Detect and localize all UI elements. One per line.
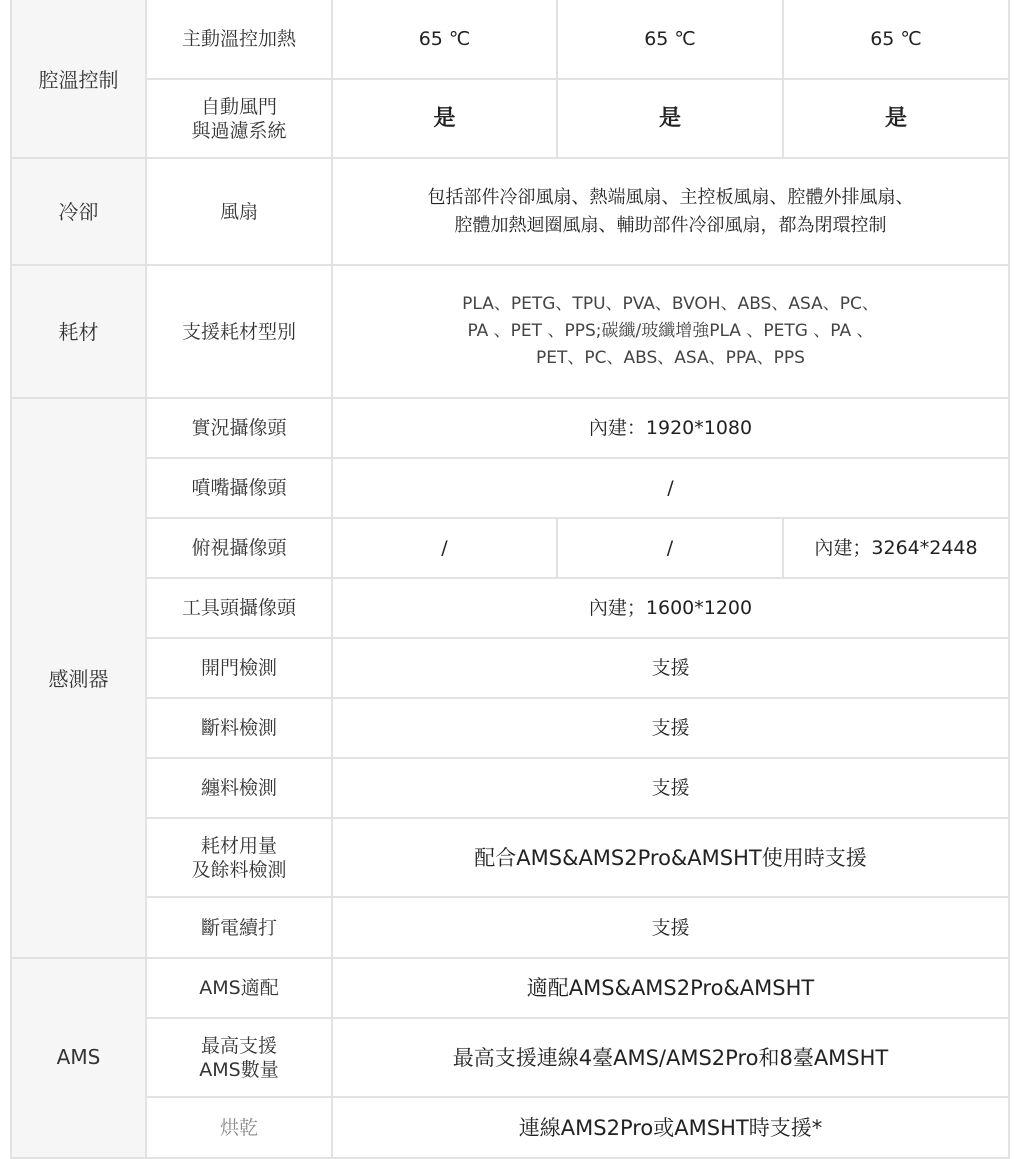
value-tangle-detect: 支援 <box>333 759 1008 817</box>
value-toolhead-camera: 內建；1600*1200 <box>333 579 1008 637</box>
grid-line <box>556 519 558 577</box>
grid-line <box>145 896 1010 898</box>
grid-line <box>10 0 12 1159</box>
value-heating-col2: 65 ℃ <box>558 0 782 78</box>
value-heating-col3: 65 ℃ <box>784 0 1008 78</box>
feature-drying: 烘乾 <box>147 1098 331 1157</box>
grid-line <box>145 1017 1010 1019</box>
grid-line <box>145 457 1010 459</box>
value-air-vent-col2: 是 <box>558 80 782 157</box>
feature-filament-types: 支援耗材型別 <box>147 266 331 397</box>
feature-nozzle-camera: 噴嘴攝像頭 <box>147 459 331 517</box>
grid-line <box>145 1096 1010 1098</box>
value-power-recovery: 支援 <box>333 898 1008 957</box>
value-runout-detect: 支援 <box>333 699 1008 757</box>
value-air-vent-col3: 是 <box>784 80 1008 157</box>
value-fans: 包括部件冷卻風扇、熱端風扇、主控板風扇、腔體外排風扇、 腔體加熱迴圈風扇、輔助部件冷卻風扇，都為閉環控制 <box>333 159 1008 264</box>
value-door-detect: 支援 <box>333 639 1008 697</box>
feature-door-detect: 開門檢測 <box>147 639 331 697</box>
feature-live-camera: 實況攝像頭 <box>147 399 331 457</box>
grid-line <box>145 697 1010 699</box>
grid-line <box>782 519 784 577</box>
grid-line <box>145 78 1010 80</box>
feature-fans: 風扇 <box>147 159 331 264</box>
grid-line <box>331 0 333 1159</box>
grid-line <box>10 957 1010 959</box>
value-usage-detect: 配合AMS&AMS2Pro&AMSHT使用時支援 <box>333 819 1008 896</box>
grid-line <box>145 757 1010 759</box>
grid-line <box>145 577 1010 579</box>
grid-line <box>10 264 1010 266</box>
category-cavity-temp: 腔溫控制 <box>12 0 145 157</box>
category-filament: 耗材 <box>12 264 145 397</box>
value-birdseye-col3: 內建；3264*2448 <box>784 519 1008 577</box>
value-heating-col1: 65 ℃ <box>333 0 556 78</box>
value-birdseye-col2: / <box>558 519 782 577</box>
feature-toolhead-camera: 工具頭攝像頭 <box>147 579 331 637</box>
category-cooling: 冷卻 <box>12 157 145 264</box>
grid-line <box>145 817 1010 819</box>
value-air-vent-col1: 是 <box>333 80 556 157</box>
value-ams-max: 最高支援連線4臺AMS/AMS2Pro和8臺AMSHT <box>333 1019 1008 1096</box>
feature-ams-compat: AMS適配 <box>147 959 331 1017</box>
grid-line <box>10 157 1010 159</box>
feature-runout-detect: 斷料檢測 <box>147 699 331 757</box>
feature-tangle-detect: 纏料檢測 <box>147 759 331 817</box>
value-live-camera: 內建：1920*1080 <box>333 399 1008 457</box>
feature-air-vent: 自動風門 與過濾系統 <box>147 80 331 157</box>
grid-line <box>145 517 1010 519</box>
grid-line <box>145 637 1010 639</box>
grid-line <box>1008 0 1010 1159</box>
feature-power-recovery: 斷電續打 <box>147 898 331 957</box>
value-filament-types: PLA、PETG、TPU、PVA、BVOH、ABS、ASA、PC、 PA 、PET 、PPS;碳纖/玻纖增強PLA 、PETG 、PA 、 PET、PC、ABS、ASA、PPA、PPS <box>333 266 1008 397</box>
category-sensor: 感測器 <box>12 397 145 957</box>
feature-birdseye-camera: 俯視攝像頭 <box>147 519 331 577</box>
feature-active-heating: 主動溫控加熱 <box>147 0 331 78</box>
grid-line <box>10 397 1010 399</box>
feature-ams-max: 最高支援 AMS數量 <box>147 1019 331 1096</box>
category-ams: AMS <box>12 957 145 1157</box>
value-birdseye-col1: / <box>333 519 556 577</box>
value-nozzle-camera: / <box>333 459 1008 517</box>
value-ams-compat: 適配AMS&AMS2Pro&AMSHT <box>333 959 1008 1017</box>
feature-usage-detect: 耗材用量 及餘料檢測 <box>147 819 331 896</box>
value-drying: 連線AMS2Pro或AMSHT時支援* <box>333 1098 1008 1157</box>
grid-line <box>145 0 147 1159</box>
